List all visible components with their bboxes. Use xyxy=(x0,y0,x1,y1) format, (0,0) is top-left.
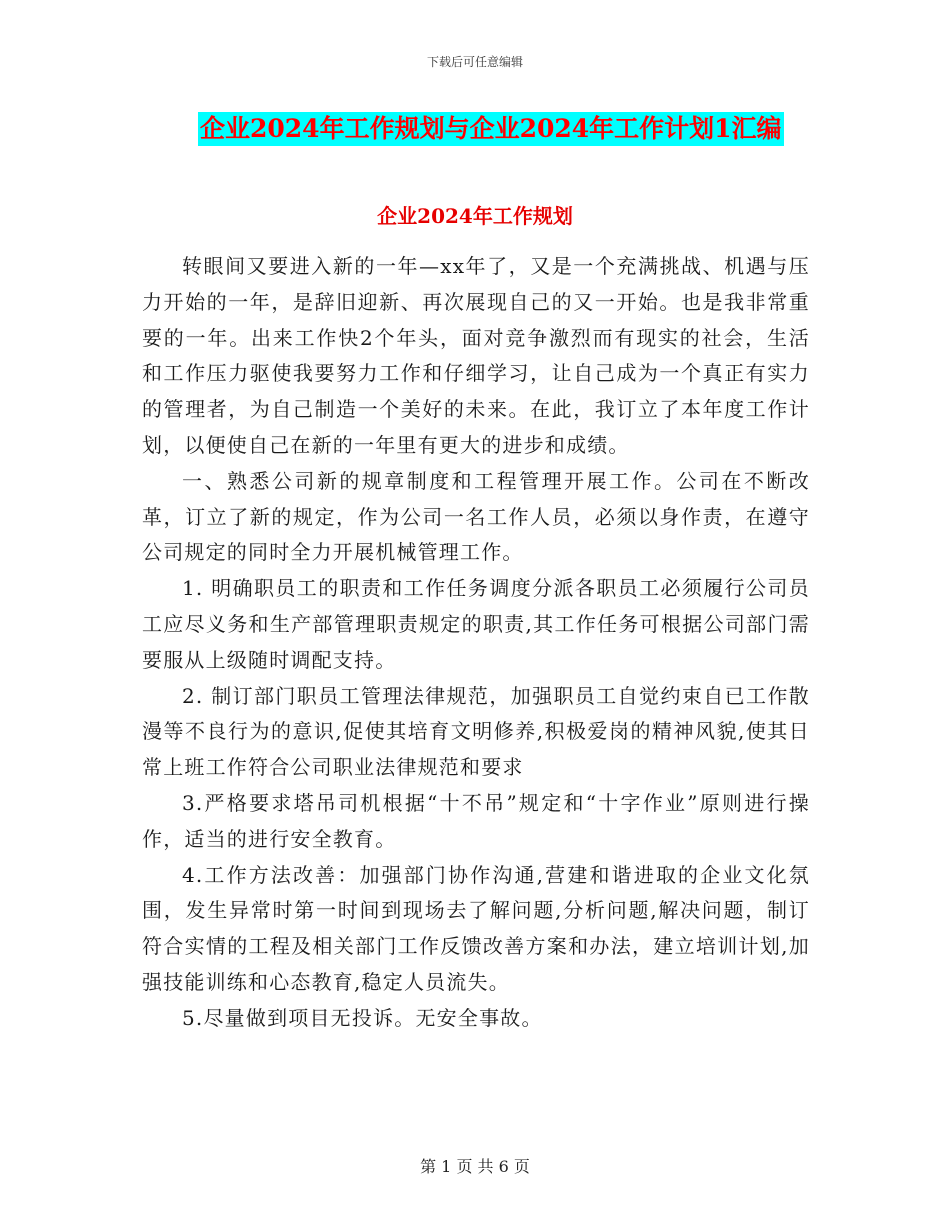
paragraph: 5.尽量做到项目无投诉。无安全事故。 xyxy=(182,1005,543,1030)
paragraph: 一、熟悉公司新的规章制度和工程管理开展工作。公司在不断改革，订立了新的规定，作为公司一名工作人员，必须以身作责，在遵守公司规定的同时全力开展机械管理工作。 xyxy=(142,468,810,565)
paragraph: 3.严格要求塔吊司机根据“十不吊”规定和“十字作业”原则进行操作，适当的进行安全教育。 xyxy=(142,790,810,851)
paragraph: 1. 明确职员工的职责和工作任务调度分派各职员工必须履行公司员工应尽义务和生产部管理职责规定的职责,其工作任务可根据公司部门需要服从上级随时调配支持。 xyxy=(142,576,810,672)
paragraph: 2. 制订部门职员工管理法律规范，加强职员工自觉约束自已工作散漫等不良行为的意识,促使其培育文明修养,积极爱岗的精神风貌,使其日常上班工作符合公司职业法律规范和要求 xyxy=(142,683,810,780)
document-title: 企业2024年工作规划与企业2024年工作计划1汇编 xyxy=(198,112,784,146)
section-title: 企业2024年工作规划 xyxy=(377,204,573,228)
page-number: 第 1 页 共 6 页 xyxy=(420,1157,530,1176)
document-body xyxy=(142,249,810,1037)
paragraph: 4.工作方法改善：加强部门协作沟通,营建和谐进取的企业文化氛围，发生异常时第一时间到现场去了解问题,分析问题,解决问题，制订符合实情的工程及相关部门工作反馈改善方案和办法，建立培训计划,加强技能训练和心态教育,稳定人员流失。 xyxy=(142,862,810,994)
paragraph: 转眼间又要进入新的一年—xx年了，又是一个充满挑战、机遇与压力开始的一年，是辞旧迎新、再次展现自己的又一开始。也是我非常重要的一年。出来工作快2个年头，面对竞争激烈而有现实的社会，生活和工作压力驱使我要努力工作和仔细学习，让自己成为一个真正有实力的管理者，为自己制造一个美好的未来。在此，我订立了本年度工作计划，以便使自己在新的一年里有更大的进步和成绩。 xyxy=(142,254,810,457)
header-note: 下载后可任意编辑 xyxy=(426,55,523,69)
